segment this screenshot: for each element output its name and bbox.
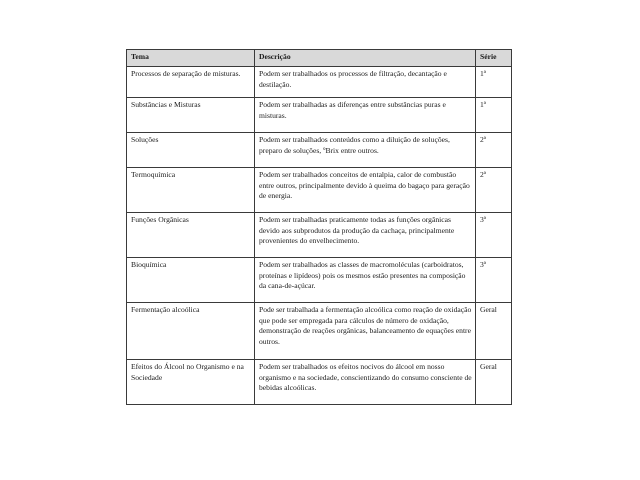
cell-descricao: Podem ser trabalhadas praticamente todas as funções orgânicas devido aos subprodutos da produção da cachaça, principalmente provenientes do envelhecimento. <box>255 213 476 258</box>
cell-serie: 2ª <box>476 168 512 213</box>
cell-tema: Processos de separação de misturas. <box>127 67 255 98</box>
cell-serie: 3ª <box>476 258 512 303</box>
cell-tema: Soluções <box>127 133 255 168</box>
cell-tema: Efeitos do Álcool no Organismo e na Sociedade <box>127 360 255 405</box>
topics-table <box>126 49 512 405</box>
header-serie: Série <box>476 50 512 67</box>
cell-serie: 1ª <box>476 98 512 133</box>
cell-tema: Substâncias e Misturas <box>127 98 255 133</box>
cell-descricao: Podem ser trabalhados as classes de macromoléculas (carboidratos, proteínas e lipídeos) pois os mesmos estão presentes na composição da cana-de-açúcar. <box>255 258 476 303</box>
header-descricao: Descrição <box>255 50 476 67</box>
header-row <box>127 50 512 67</box>
table-row <box>127 360 512 405</box>
cell-serie: 2ª <box>476 133 512 168</box>
table-row <box>127 213 512 258</box>
table-row <box>127 67 512 98</box>
cell-descricao: Pode ser trabalhada a fermentação alcoólica como reação de oxidação que pode ser empregada para cálculos de número de oxidação, demonstração de reações orgânicas, balanceamento de equações entre outros. <box>255 303 476 360</box>
table-row <box>127 133 512 168</box>
cell-tema: Bioquímica <box>127 258 255 303</box>
cell-descricao: Podem ser trabalhados os efeitos nocivos do álcool em nosso organismo e na sociedade, conscientizando do consumo consciente de bebidas alcoólicas. <box>255 360 476 405</box>
cell-descricao: Podem ser trabalhados conteúdos como a diluição de soluções, preparo de soluções, ºBrix entre outros. <box>255 133 476 168</box>
cell-tema: Fermentação alcoólica <box>127 303 255 360</box>
table-row <box>127 303 512 360</box>
cell-descricao: Podem ser trabalhados os processos de filtração, decantação e destilação. <box>255 67 476 98</box>
table-body <box>127 67 512 405</box>
cell-descricao: Podem ser trabalhados conceitos de entalpia, calor de combustão entre outros, principalmente devido à queima do bagaço para geração de energia. <box>255 168 476 213</box>
table-row <box>127 168 512 213</box>
table-row <box>127 258 512 303</box>
cell-descricao: Podem ser trabalhadas as diferenças entre substâncias puras e misturas. <box>255 98 476 133</box>
cell-tema: Funções Orgânicas <box>127 213 255 258</box>
table-header <box>127 50 512 67</box>
cell-serie: 3ª <box>476 213 512 258</box>
cell-serie: 1ª <box>476 67 512 98</box>
table-row <box>127 98 512 133</box>
cell-tema: Termoquímica <box>127 168 255 213</box>
header-tema: Tema <box>127 50 255 67</box>
cell-serie: Geral <box>476 360 512 405</box>
cell-serie: Geral <box>476 303 512 360</box>
